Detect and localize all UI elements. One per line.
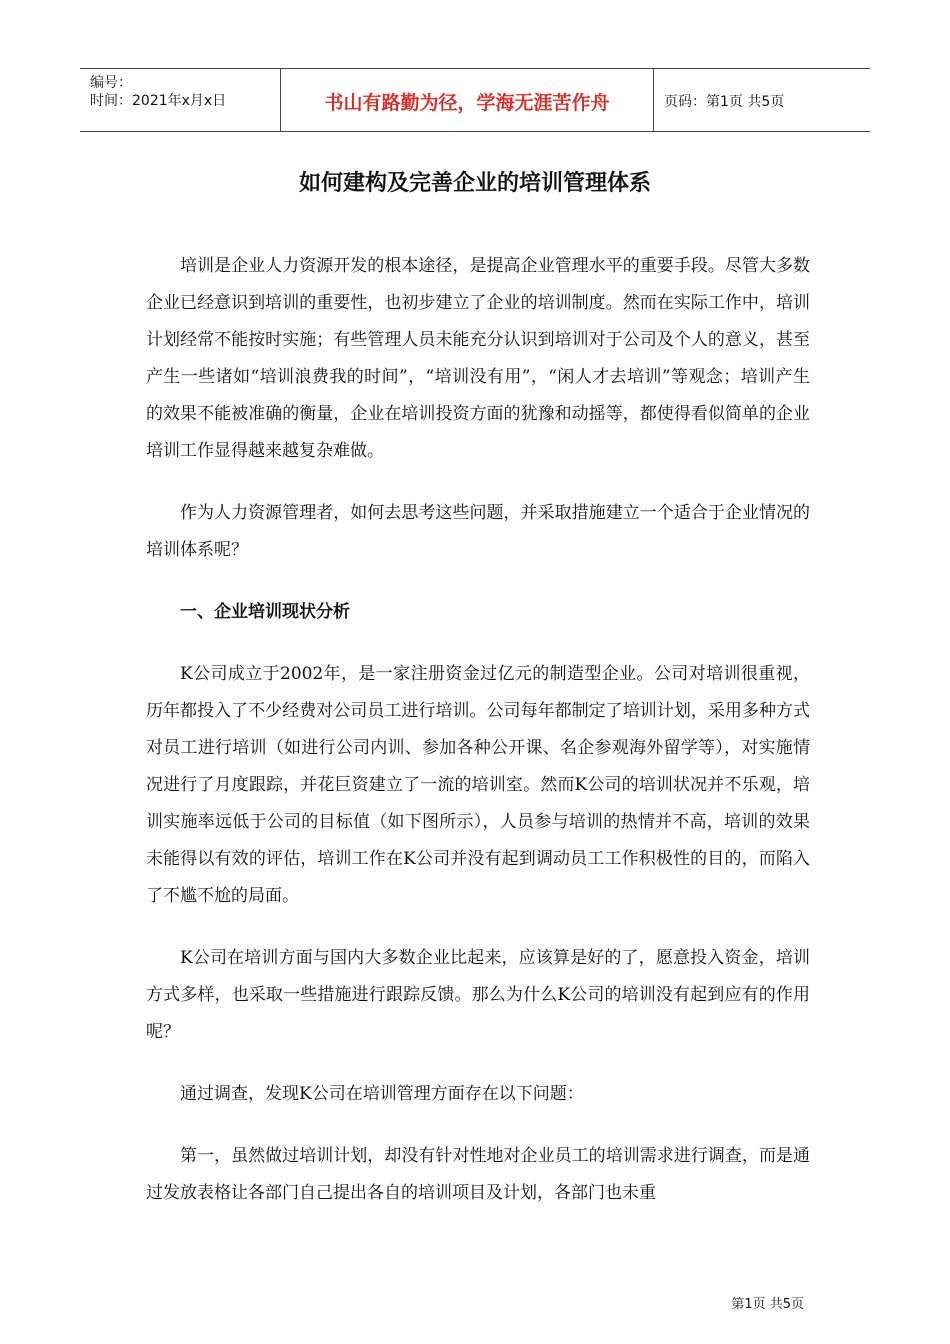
header-motto: 书山有路勤为径，学海无涯苦作舟 (324, 92, 610, 114)
document-number-label: 编号： (90, 75, 132, 91)
paragraph: 第一，虽然做过培训计划，却没有针对性地对企业员工的培训需求进行调查，而是通过发放表格让各部门自己提出各自的培训项目及计划，各部门也未重 (146, 1146, 810, 1203)
header-page-code: 页码：第1页 共5页 (664, 94, 785, 110)
header-page-cell (654, 69, 870, 131)
document-title: 如何建构及完善企业的培训管理体系 (298, 171, 651, 196)
document-header (80, 68, 870, 132)
paragraph: K公司成立于2002年，是一家注册资金过亿元的制造型企业。公司对培训很重视，历年都投入了不少经费对公司员工进行培训。公司每年都制定了培训计划，采用多种方式对员工进行培训（如进行公司内训、参加各种公开课、名企参观海外留学等），对实施情况进行了月度跟踪，并花巨资建立了一流的培训室。然而K公司的培训状况并不乐观，培训实施率远低于公司的目标值（如下图所示），人员参与培训的热情并不高，培训的效果未能得以有效的评估，培训工作在K公司并没有起到调动员工工作积极性的目的，而陷入了不尴不尬的局面。 (146, 664, 810, 906)
document-date-label: 时间：2021年x月x日 (90, 93, 227, 109)
document-body (146, 248, 810, 1237)
page-footer: 第1页 共5页 (731, 1297, 804, 1312)
paragraph: K公司在培训方面与国内大多数企业比起来，应该算是好的了，愿意投入资金，培训方式多样，也采取一些措施进行跟踪反馈。那么为什么K公司的培训没有起到应有的作用呢？ (146, 948, 810, 1042)
paragraph: 培训是企业人力资源开发的根本途径，是提高企业管理水平的重要手段。尽管大多数企业已经意识到培训的重要性，也初步建立了企业的培训制度。然而在实际工作中，培训计划经常不能按时实施；有些管理人员未能充分认识到培训对于公司及个人的意义，甚至产生一些诸如“培训浪费我的时间”，“培训没有用”，“闲人才去培训”等观念；培训产生的效果不能被准确的衡量，企业在培训投资方面的犹豫和动摇等，都使得看似简单的企业培训工作显得越来越复杂难做。 (146, 256, 810, 461)
paragraph: 通过调查，发现K公司在培训管理方面存在以下问题： (180, 1084, 584, 1104)
paragraph: 作为人力资源管理者，如何去思考这些问题，并采取措施建立一个适合于企业情况的培训体系呢？ (146, 503, 810, 560)
header-motto-cell (281, 69, 654, 131)
header-meta-cell (80, 69, 281, 131)
section-heading: 一、企业培训现状分析 (180, 602, 350, 622)
